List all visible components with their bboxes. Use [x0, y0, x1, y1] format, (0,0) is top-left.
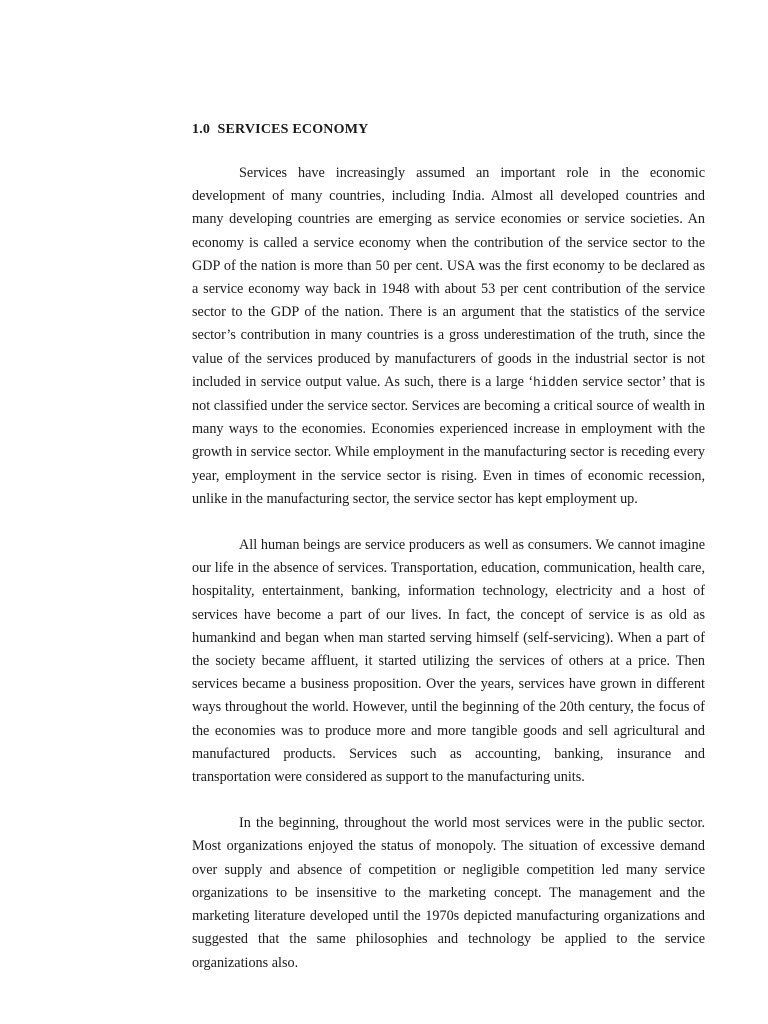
paragraph-2: All human beings are service producers as well as consumers. We cannot imagine our life in the absence of services. Transportation, education, communication, health care, hospitality, entertainment, banking, information technology, electricity and a host of services have become a part of our lives. In fact, the concept of service is as old as humankind and began when man started serving himself (self-servicing). When a part of the society became affluent, it started utilizing the services of others at a price. Then services became a business proposition. Over the years, services have grown in different ways throughout the world. However, until the beginning of the 20th century, the focus of the economies was to produce more and more tangible goods and sell agricultural and manufactured products. Services such as accounting, banking, insurance and transportation were considered as support to the manufacturing units.: [192, 537, 705, 786]
paragraph-1-text-a: Services have increasingly assumed an important role in the economic development of many countries, including India. Almost all developed countries and many developing countries are emerging as service economies or service societies. An economy is called a service economy when the contribution of the service sector to the GDP of the nation is more than 50 per cent. USA was the first economy to be declared as a service economy way back in 1948 with about 53 per cent contribution of the service sector to the GDP of the nation. There is an argument that the statistics of the service sector’s contribution in many countries is a gross underestimation of the truth, since the value of the services produced by manufacturers of goods in the industrial sector is not included in service output value. As such, there is a large ‘: [192, 165, 705, 390]
section-title: SERVICES ECONOMY: [217, 122, 369, 137]
paragraph-1-hidden-word: hidden: [533, 375, 579, 390]
paragraph-1: [192, 162, 705, 511]
paragraph-1-text-b: service sector’ that is not classified under the service sector. Services are becoming a critical source of wealth in many ways to the economies. Economies experienced increase in employment with the growth in service sector. While employment in the manufacturing sector is receding every year, employment in the service sector is rising. Even in times of economic recession, unlike in the manufacturing sector, the service sector has kept employment up.: [192, 373, 706, 507]
paragraph-3: In the beginning, throughout the world most services were in the public sector. Most organizations enjoyed the status of monopoly. The situation of excessive demand over supply and absence of competition or negligible competition led many service organizations to be insensitive to the marketing concept. The management and the marketing literature developed until the 1970s depicted manufacturing organizations and suggested that the same philosophies and technology be applied to the service organizations also.: [192, 815, 705, 971]
document-page: [192, 120, 705, 998]
section-number: 1.0: [192, 122, 211, 137]
section-heading: [192, 120, 705, 140]
